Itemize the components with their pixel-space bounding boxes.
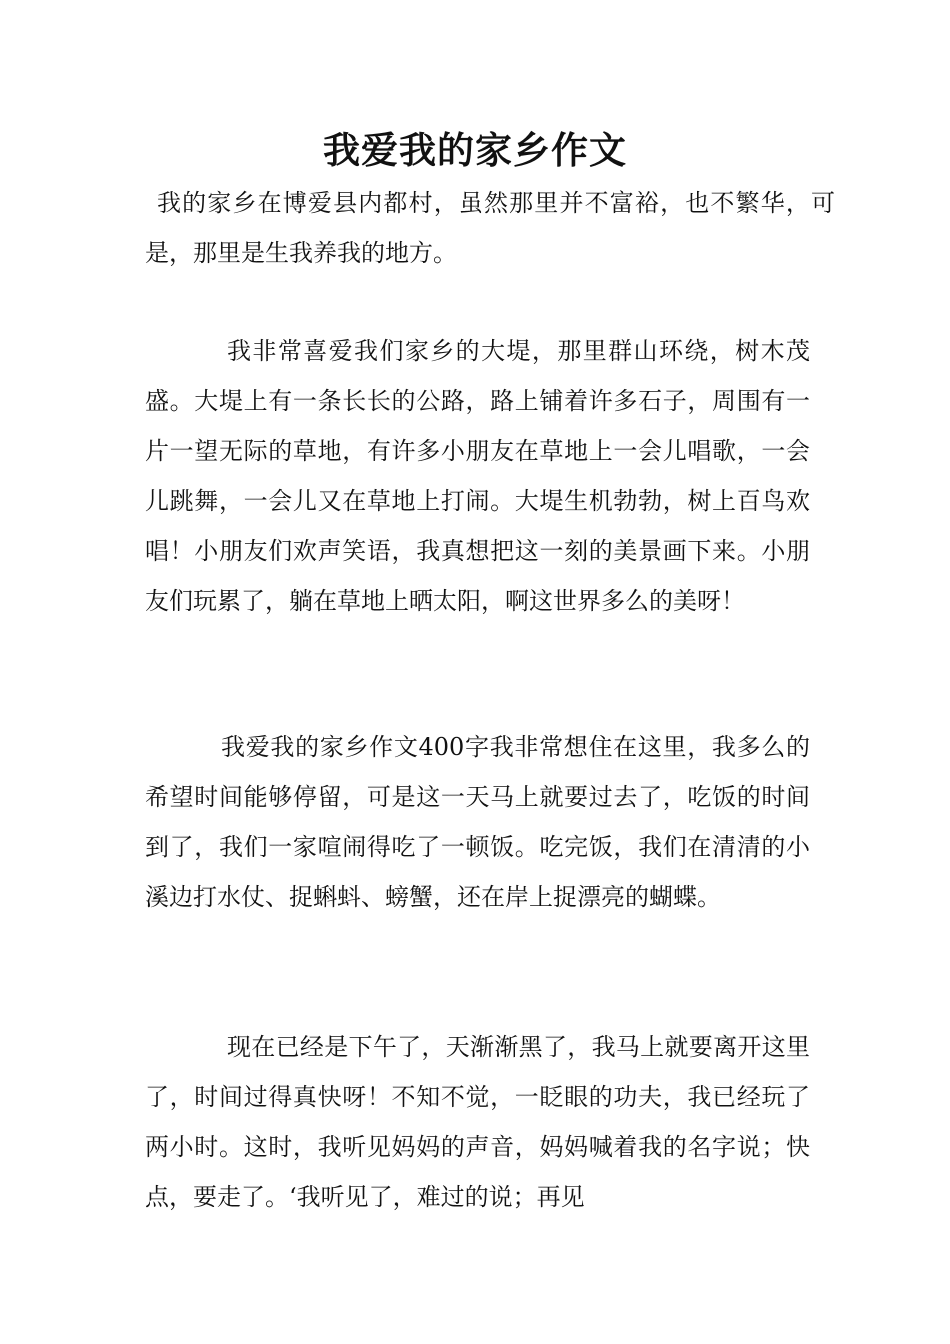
paragraph-3: 我爱我的家乡作文400字我非常想住在这里，我多么的希望时间能够停留，可是这一天马上就要过去了，吃饭的时间到了，我们一家喧闹得吃了一顿饭。吃完饭，我们在清清的小溪边打水仗、捉蝌蚪、螃蟹，还在岸上捉漂亮的蝴蝶。	[145, 733, 810, 911]
paragraph-1: 我的家乡在博爱县内都村，虽然那里并不富裕，也不繁华，可是，那里是生我养我的地方。	[145, 189, 835, 267]
paragraph-2: 我非常喜爱我们家乡的大堤，那里群山环绕，树木茂盛。大堤上有一条长长的公路，路上铺着许多石子，周围有一片一望无际的草地，有许多小朋友在草地上一会儿唱歌，一会儿跳舞，一会儿又在草地上打闹。大堤生机勃勃，树上百鸟欢唱！小朋友们欢声笑语，我真想把这一刻的美景画下来。小朋友们玩累了，躺在草地上晒太阳，啊这世界多么的美呀！	[145, 337, 810, 615]
document-title: 我爱我的家乡作文	[323, 128, 627, 172]
paragraph-4: 现在已经是下午了，天渐渐黑了，我马上就要离开这里了，时间过得真快呀！不知不觉，一眨眼的功夫，我已经玩了两小时。这时，我听见妈妈的声音，妈妈喊着我的名字说；快点，要走了。‘我听见了，难过的说；再见	[145, 1033, 810, 1211]
